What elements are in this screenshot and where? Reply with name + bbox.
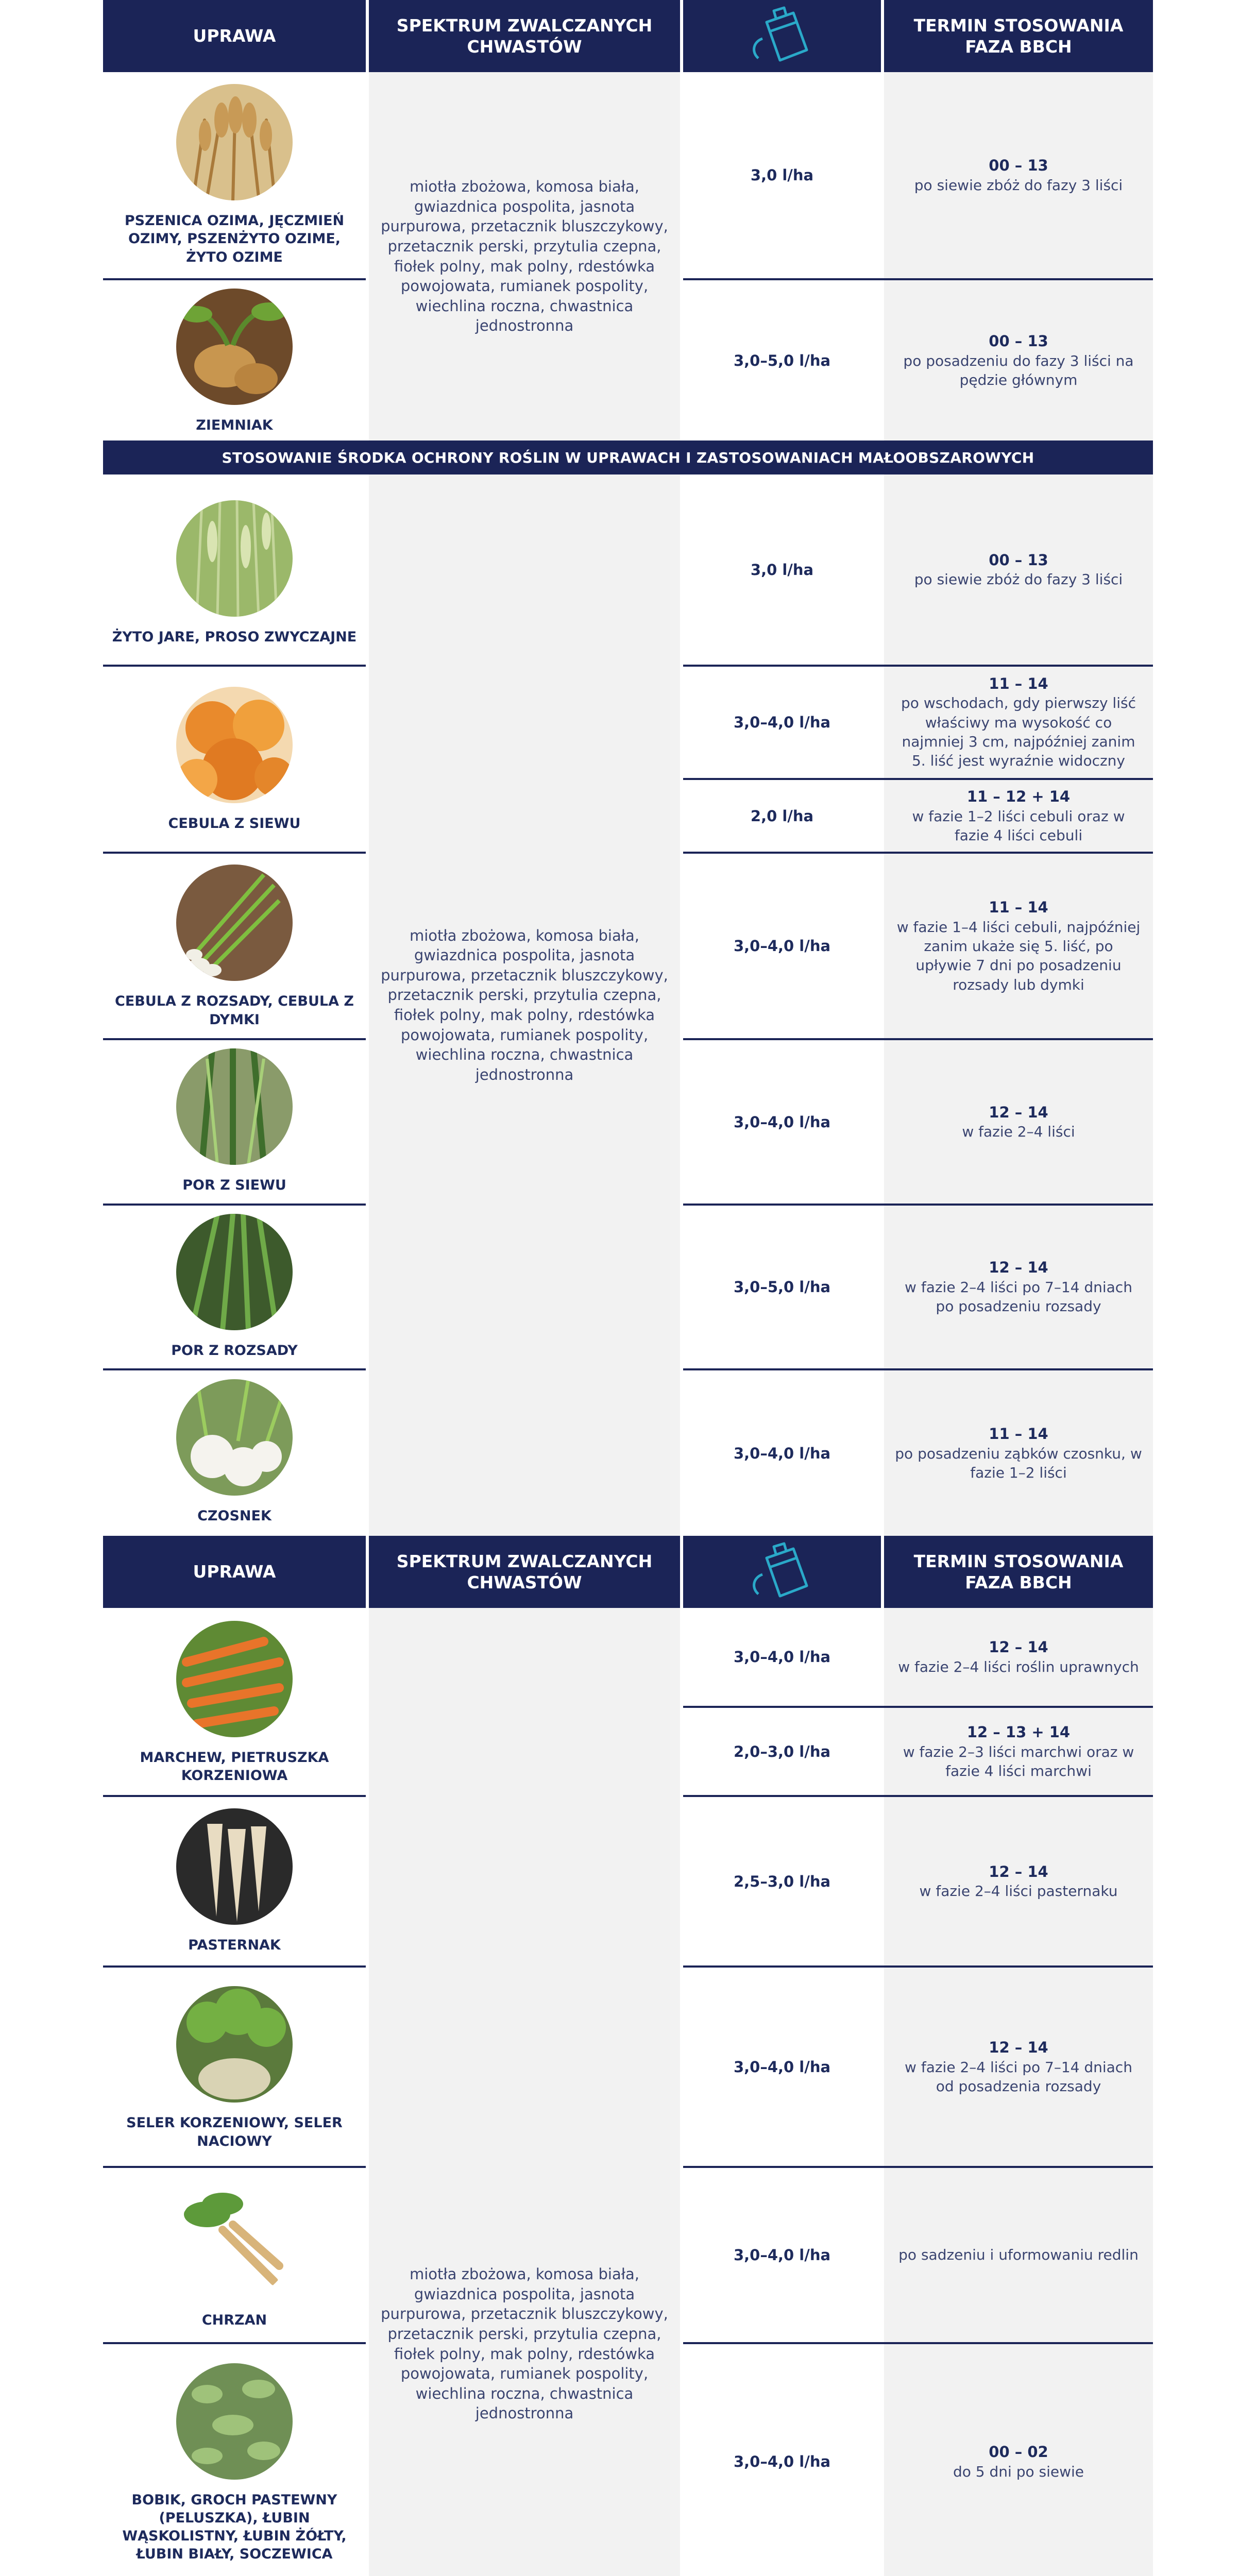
crop-name: POR Z SIEWU — [182, 1177, 286, 1194]
term-cell — [884, 72, 1153, 278]
term-desc: w fazie 1–4 liści cebuli, najpóźniej zanim ukaże się 5. liść, po upływie 7 dni po posadzeniu rozsady lub dymki — [896, 918, 1141, 993]
term-cell — [884, 1968, 1153, 2166]
bbch-code: 11 – 12 + 14 — [966, 787, 1071, 805]
crop-name: PASTERNAK — [188, 1937, 281, 1954]
crop-name: ŻYTO JARE, PROSO ZWYCZAJNE — [112, 629, 357, 645]
crop-row — [103, 670, 366, 850]
dose-value: 3,0–4,0 l/ha — [733, 2453, 831, 2470]
term-cell — [884, 1708, 1153, 1795]
term-cell — [884, 1040, 1153, 1204]
crop-name: SELER KORZENIOWY, SELER NACIOWY — [126, 2115, 343, 2149]
row-divider — [103, 665, 366, 667]
crop-row — [103, 77, 366, 273]
crop-row — [103, 482, 366, 665]
leek-icon — [176, 1048, 293, 1165]
wheat-icon — [176, 84, 293, 200]
row-divider — [103, 1795, 366, 1797]
header-spectrum: SPEKTRUM ZWALCZANYCH CHWASTÓW — [369, 0, 680, 72]
row-divider — [103, 2342, 366, 2344]
term-desc: w fazie 2–4 liści po 7–14 dniach po posadzeniu rozsady — [905, 1279, 1132, 1315]
term-cell — [884, 667, 1153, 777]
term-desc: po siewie zbóż do fazy 3 liści — [914, 571, 1123, 588]
crop-name: CEBULA Z ROZSADY, CEBULA Z DYMKI — [115, 993, 354, 1028]
legume-icon — [176, 2363, 293, 2480]
rye-icon — [176, 500, 293, 617]
term-desc: do 5 dni po siewie — [953, 2463, 1084, 2480]
crop-name: POR Z ROZSADY — [171, 1343, 298, 1359]
bbch-code: 11 – 14 — [989, 1425, 1048, 1443]
crop-row — [103, 2347, 366, 2576]
term-desc: w fazie 2–3 liści marchwi oraz w fazie 4 liści marchwi — [903, 1743, 1134, 1780]
crop-row — [103, 1371, 366, 1533]
term-desc: w fazie 2–4 liści po 7–14 dniach od posadzenia rozsady — [905, 2058, 1132, 2095]
bbch-code: 00 – 13 — [989, 551, 1048, 569]
term-cell — [884, 780, 1153, 852]
header-term: TERMIN STOSOWANIA FAZA BBCH — [884, 1536, 1153, 1608]
row-divider — [103, 1965, 366, 1968]
onion-icon — [176, 687, 293, 803]
term-cell — [884, 1370, 1153, 1536]
crop-name: BOBIK, GROCH PASTEWNY (PELUSZKA), ŁUBIN WĄSKOLISTNY, ŁUBIN ŻÓŁTY, ŁUBIN BIAŁY, SOCZEWICA — [122, 2492, 347, 2563]
dose-value: 3,0 l/ha — [750, 166, 814, 184]
garlic-icon — [176, 1379, 293, 1496]
dose-value: 3,0–4,0 l/ha — [733, 1444, 831, 1462]
canister-icon — [746, 3, 818, 70]
header-term: TERMIN STOSOWANIA FAZA BBCH — [884, 0, 1153, 72]
bbch-code: 12 – 14 — [989, 1259, 1048, 1277]
table-header — [103, 1536, 1153, 1608]
canister-icon — [746, 1538, 818, 1605]
dose-value: 2,0–3,0 l/ha — [733, 1742, 831, 1760]
term-cell — [884, 280, 1153, 440]
crop-name: CZOSNEK — [197, 1508, 271, 1524]
term-desc: po wschodach, gdy pierwszy liść właściwy ma wysokość co najmniej 3 cm, najpóźniej zanim 5. liść jest wyraźnie widoczny — [901, 694, 1136, 770]
crop-row — [103, 1042, 366, 1201]
crop-row — [103, 1799, 366, 1964]
row-divider — [103, 278, 366, 280]
bbch-code: 12 – 14 — [989, 1638, 1048, 1656]
header-crop: UPRAWA — [103, 0, 366, 72]
term-cell — [884, 854, 1153, 1038]
crop-row — [103, 2170, 366, 2343]
header-crop: UPRAWA — [103, 1536, 366, 1608]
dose-value: 3,0–5,0 l/ha — [733, 1278, 831, 1296]
term-cell — [884, 1206, 1153, 1368]
celery-icon — [176, 1986, 293, 2103]
header-spectrum: SPEKTRUM ZWALCZANYCH CHWASTÓW — [369, 1536, 680, 1608]
row-divider — [103, 852, 366, 854]
term-desc: po siewie zbóż do fazy 3 liści — [914, 176, 1123, 194]
term-cell — [884, 1797, 1153, 1965]
onion-seedling-icon — [176, 865, 293, 981]
dose-value: 3,0–4,0 l/ha — [733, 713, 831, 731]
term-cell — [884, 474, 1153, 665]
dose-value: 3,0–4,0 l/ha — [733, 2058, 831, 2076]
dose-value: 3,0–4,0 l/ha — [733, 1113, 831, 1131]
weed-spectrum: miotła zbożowa, komosa biała, gwiazdnica pospolita, jasnota purpurowa, przetacznik bluszczykowy, przetacznik perski, przytulia czepna, fiołek polny, mak polny, rdestówka powojowata, rumianek pospolity, wiechlina roczna, chwastnica jednostronna — [369, 1608, 680, 2576]
bbch-code: 00 – 13 — [989, 332, 1048, 350]
crop-row — [103, 282, 366, 440]
crop-row — [103, 1969, 366, 2167]
term-desc: po posadzeniu ząbków czosnku, w fazie 1–2 liści — [895, 1445, 1142, 1481]
dose-value: 3,0 l/ha — [750, 561, 814, 579]
bbch-code: 12 – 14 — [989, 2038, 1048, 2056]
bbch-code: 00 – 13 — [989, 157, 1048, 175]
page — [103, 0, 1153, 2576]
row-divider — [103, 1038, 366, 1040]
carrot-icon — [176, 1621, 293, 1737]
horseradish-icon — [176, 2183, 293, 2300]
bbch-code: 12 – 14 — [989, 1862, 1048, 1880]
term-cell — [884, 2168, 1153, 2342]
crop-row — [103, 1613, 366, 1793]
crop-row — [103, 855, 366, 1038]
crop-name: MARCHEW, PIETRUSZKA KORZENIOWA — [140, 1749, 329, 1784]
potato-icon — [176, 289, 293, 405]
minor-uses-banner: STOSOWANIE ŚRODKA OCHRONY ROŚLIN W UPRAWACH I ZASTOSOWANIACH MAŁOOBSZAROWYCH — [103, 440, 1153, 474]
bbch-code: 12 – 13 + 14 — [966, 1723, 1071, 1741]
crop-name: PSZENICA OZIMA, JĘCZMIEŃ OZIMY, PSZENŻYTO OZIME, ŻYTO OZIME — [124, 213, 345, 265]
bbch-code: 00 – 02 — [989, 2443, 1048, 2461]
bbch-code: 11 – 14 — [989, 674, 1048, 692]
term-desc: w fazie 2–4 liści pasternaku — [919, 1883, 1118, 1900]
dose-value: 2,0 l/ha — [750, 807, 814, 825]
crop-name: ZIEMNIAK — [196, 417, 273, 433]
term-desc: w fazie 2–4 liści roślin uprawnych — [898, 1658, 1139, 1675]
parsnip-icon — [176, 1808, 293, 1925]
term-desc: po posadzeniu do fazy 3 liści na pędzie głównym — [903, 352, 1134, 388]
dose-value: 3,0–4,0 l/ha — [733, 937, 831, 955]
crop-row — [103, 1207, 366, 1367]
dose-value: 2,5–3,0 l/ha — [733, 1872, 831, 1890]
header-dose — [683, 1536, 881, 1608]
term-desc: po sadzeniu i uformowaniu redlin — [898, 2246, 1139, 2264]
dose-value: 3,0–4,0 l/ha — [733, 1648, 831, 1666]
weed-spectrum: miotła zbożowa, komosa biała, gwiazdnica pospolita, jasnota purpurowa, przetacznik bluszczykowy, przetacznik perski, przytulia czepna, fiołek polny, mak polny, rdestówka powojowata, rumianek pospolity, wiechlina roczna, chwastnica jednostronna — [369, 72, 680, 440]
term-cell — [884, 1608, 1153, 1706]
dose-value: 3,0–4,0 l/ha — [733, 2246, 831, 2264]
row-divider — [103, 1368, 366, 1370]
row-divider — [103, 2166, 366, 2168]
weed-spectrum: miotła zbożowa, komosa biała, gwiazdnica pospolita, jasnota purpurowa, przetacznik bluszczykowy, przetacznik perski, przytulia czepna, fiołek polny, mak polny, rdestówka powojowata, rumianek pospolity, wiechlina roczna, chwastnica jednostronna — [369, 474, 680, 1536]
bbch-code: 12 – 14 — [989, 1103, 1048, 1121]
table-header — [103, 0, 1153, 72]
leek-seedling-icon — [176, 1214, 293, 1330]
crop-name: CHRZAN — [201, 2312, 267, 2328]
term-cell — [884, 2344, 1153, 2576]
term-desc: w fazie 2–4 liści — [962, 1123, 1075, 1141]
header-dose — [683, 0, 881, 72]
crop-name: CEBULA Z SIEWU — [168, 816, 301, 832]
dose-value: 3,0–5,0 l/ha — [733, 351, 831, 369]
bbch-code: 11 – 14 — [989, 899, 1048, 917]
term-desc: w fazie 1–2 liści cebuli oraz w fazie 4 liści cebuli — [912, 807, 1125, 844]
row-divider — [103, 1204, 366, 1206]
